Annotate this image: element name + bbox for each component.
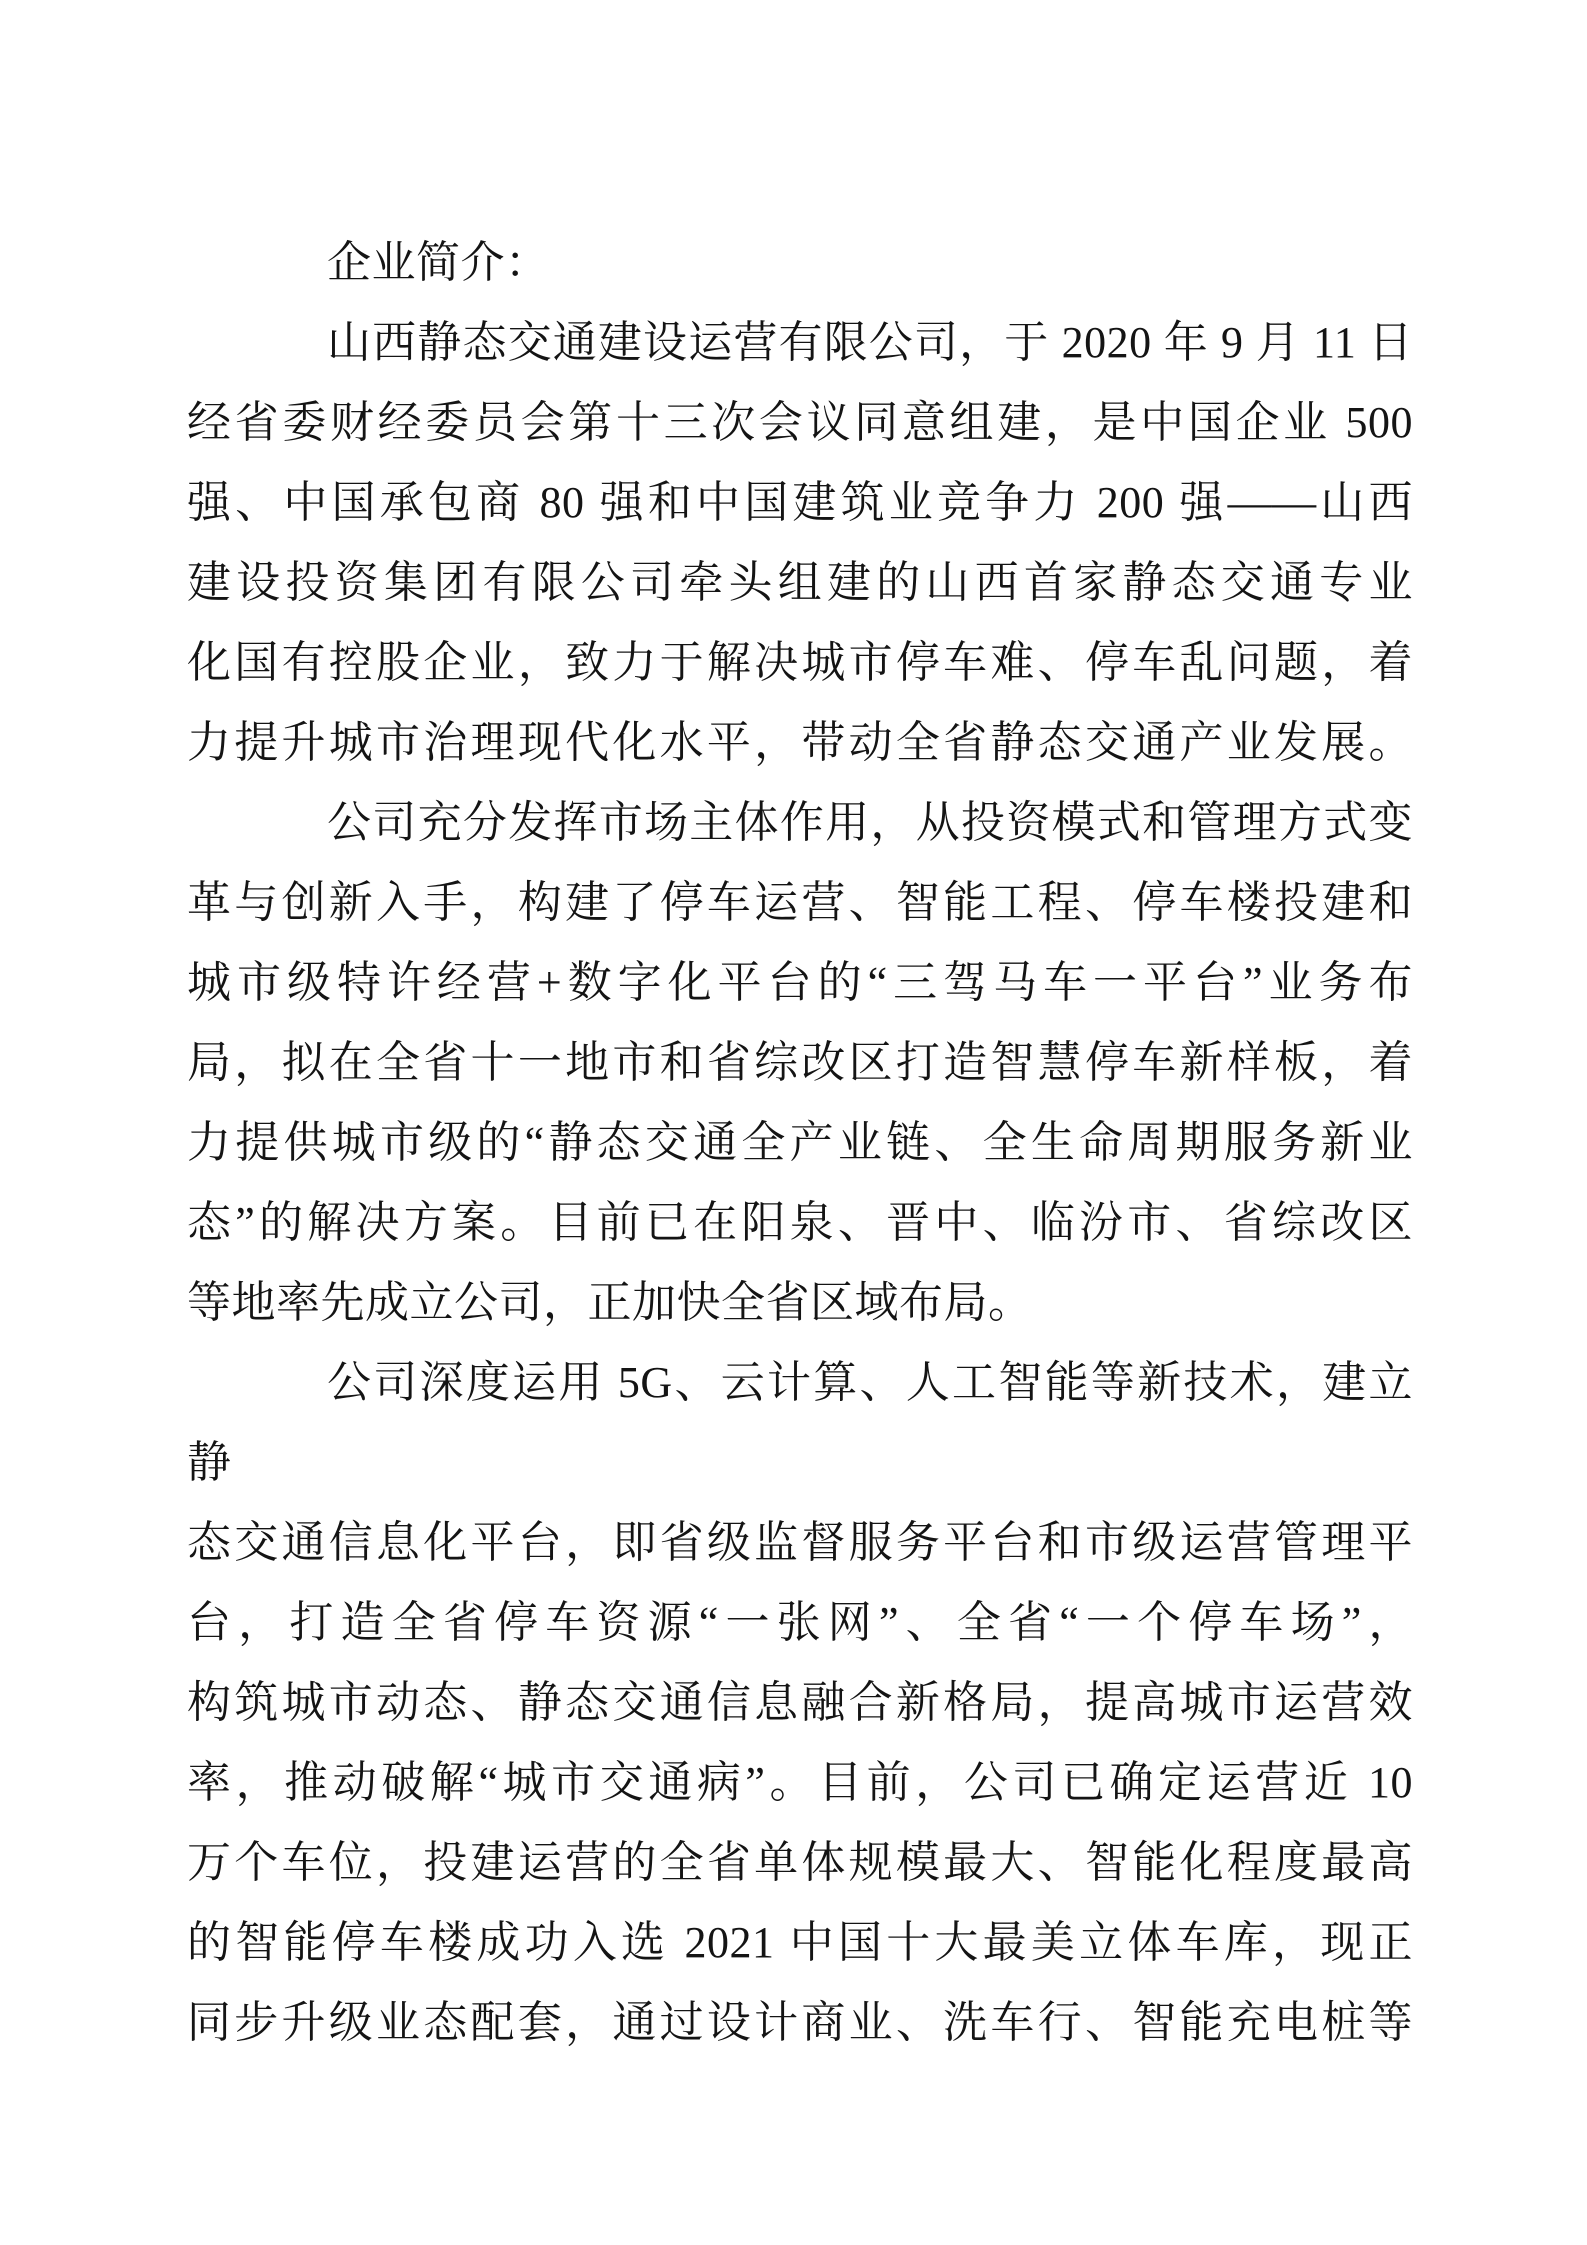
text-line: 革与创新入手，构建了停车运营、智能工程、停车楼投建和 (187, 878, 1413, 927)
text-line: 强、中国承包商 80 强和中国建筑业竞争力 200 强——山西 (187, 478, 1413, 527)
text-line: 化国有控股企业，致力于解决城市停车难、停车乱问题，着 (187, 638, 1413, 687)
text-line: 率，推动破解“城市交通病”。目前，公司已确定运营近 10 (187, 1758, 1413, 1807)
text-content (187, 223, 1413, 2063)
text-line: 力提升城市治理现代化水平，带动全省静态交通产业发展。 (187, 718, 1413, 767)
text-line: 态”的解决方案。目前已在阳泉、晋中、临汾市、省综改区 (187, 1198, 1413, 1247)
text-line: 公司充分发挥市场主体作用，从投资模式和管理方式变 (327, 798, 1413, 847)
text-line: 局，拟在全省十一地市和省综改区打造智慧停车新样板，着 (187, 1038, 1413, 1087)
text-line: 等地率先成立公司，正加快全省区域布局。 (187, 1278, 1033, 1327)
heading-paragraph (187, 223, 1413, 303)
text-line: 同步升级业态配套，通过设计商业、洗车行、智能充电桩等 (187, 1998, 1413, 2047)
text-line: 台，打造全省停车资源“一张网”、全省“一个停车场”， (187, 1598, 1413, 1647)
text-line: 城市级特许经营+数字化平台的“三驾马车一平台”业务布 (187, 958, 1413, 1007)
text-line: 态交通信息化平台，即省级监督服务平台和市级运营管理平 (187, 1518, 1413, 1567)
technology-paragraph (187, 1343, 1413, 2063)
text-line: 构筑城市动态、静态交通信息融合新格局，提高城市运营效 (187, 1678, 1413, 1727)
text-line: 经省委财经委员会第十三次会议同意组建，是中国企业 500 (187, 398, 1413, 447)
text-line: 万个车位，投建运营的全省单体规模最大、智能化程度最高 (187, 1838, 1413, 1887)
intro-paragraph (187, 303, 1413, 783)
text-line: 建设投资集团有限公司牵头组建的山西首家静态交通专业 (187, 558, 1413, 607)
text-line: 的智能停车楼成功入选 2021 中国十大最美立体车库，现正 (187, 1918, 1413, 1967)
text-line: 企业简介： (327, 238, 550, 287)
text-line: 山西静态交通建设运营有限公司，于 2020 年 9 月 11 日 (327, 318, 1413, 367)
business-layout-paragraph (187, 783, 1413, 1343)
text-line: 力提供城市级的“静态交通全产业链、全生命周期服务新业 (187, 1118, 1413, 1167)
text-line: 公司深度运用 5G、云计算、人工智能等新技术，建立静 (187, 1358, 1413, 1487)
